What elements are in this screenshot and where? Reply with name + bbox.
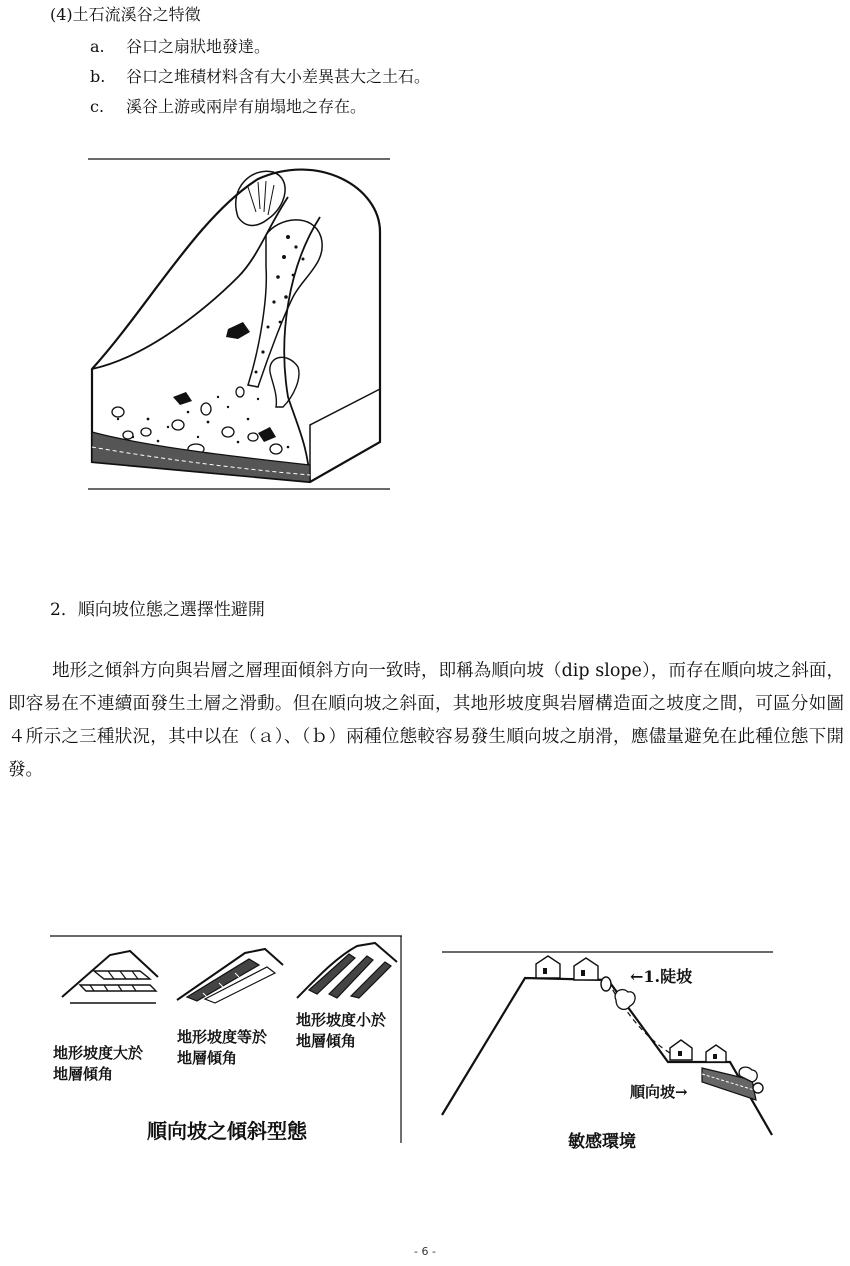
sensitive-environment-figure: [440, 950, 775, 1160]
section-heading: 2．順向坡位態之選擇性避開: [50, 600, 265, 620]
list-text: 谷口之堆積材料含有大小差異甚大之土石。: [126, 67, 431, 86]
label-line: 地層傾角: [177, 1049, 238, 1067]
list-item: [90, 97, 366, 117]
list-text: 溪谷上游或兩岸有崩塌地之存在。: [126, 97, 367, 116]
list-marker: b.: [90, 67, 106, 86]
label-slope-equal: [177, 1027, 267, 1069]
mountain-profile: [440, 950, 775, 1150]
label-line: 地層傾角: [53, 1065, 114, 1083]
slope-sketch-a: [60, 947, 160, 1007]
label-dip-slope: 順向坡→: [630, 1083, 688, 1101]
section-heading: (4)土石流溪谷之特徵: [50, 5, 201, 24]
slope-sketch-c: [295, 940, 400, 1002]
label-steep-slope: ←1.陡坡: [630, 967, 693, 986]
figure-caption: 敏感環境: [568, 1132, 636, 1152]
page-number: - 6 -: [414, 1245, 436, 1258]
label-line: 地形坡度小於: [296, 1011, 387, 1029]
label-line: 地層傾角: [296, 1032, 357, 1050]
list-item: [90, 37, 270, 57]
label-line: 地形坡度大於: [53, 1044, 144, 1062]
paragraph-text: 地形之傾斜方向與岩層之層理面傾斜方向一致時，即稱為順向坡（dip slope），而存在順向坡之斜面，即容易在不連續面發生土層之滑動。但在順向坡之斜面，其地形坡度與岩層構造面之坡度之間，可區分如圖４所示之三種狀況，其中以在（ａ）、（ｂ）兩種位態較容易發生順向坡之崩滑，應儘量避免在此種位態下開發。: [8, 661, 844, 780]
slope-sketch-b: [175, 945, 285, 1005]
list-marker: a.: [90, 37, 105, 56]
list-item: [90, 67, 430, 87]
body-paragraph: [8, 655, 844, 787]
figure-caption: 順向坡之傾斜型態: [147, 1119, 307, 1143]
debris-flow-valley-figure: [88, 157, 392, 491]
dip-slope-types-figure: [50, 935, 402, 1143]
label-slope-greater: [53, 1043, 143, 1085]
label-line: 地形坡度等於: [177, 1028, 268, 1046]
list-text: 谷口之扇狀地發達。: [126, 37, 271, 56]
label-slope-less: [296, 1010, 386, 1052]
list-marker: c.: [90, 97, 105, 116]
